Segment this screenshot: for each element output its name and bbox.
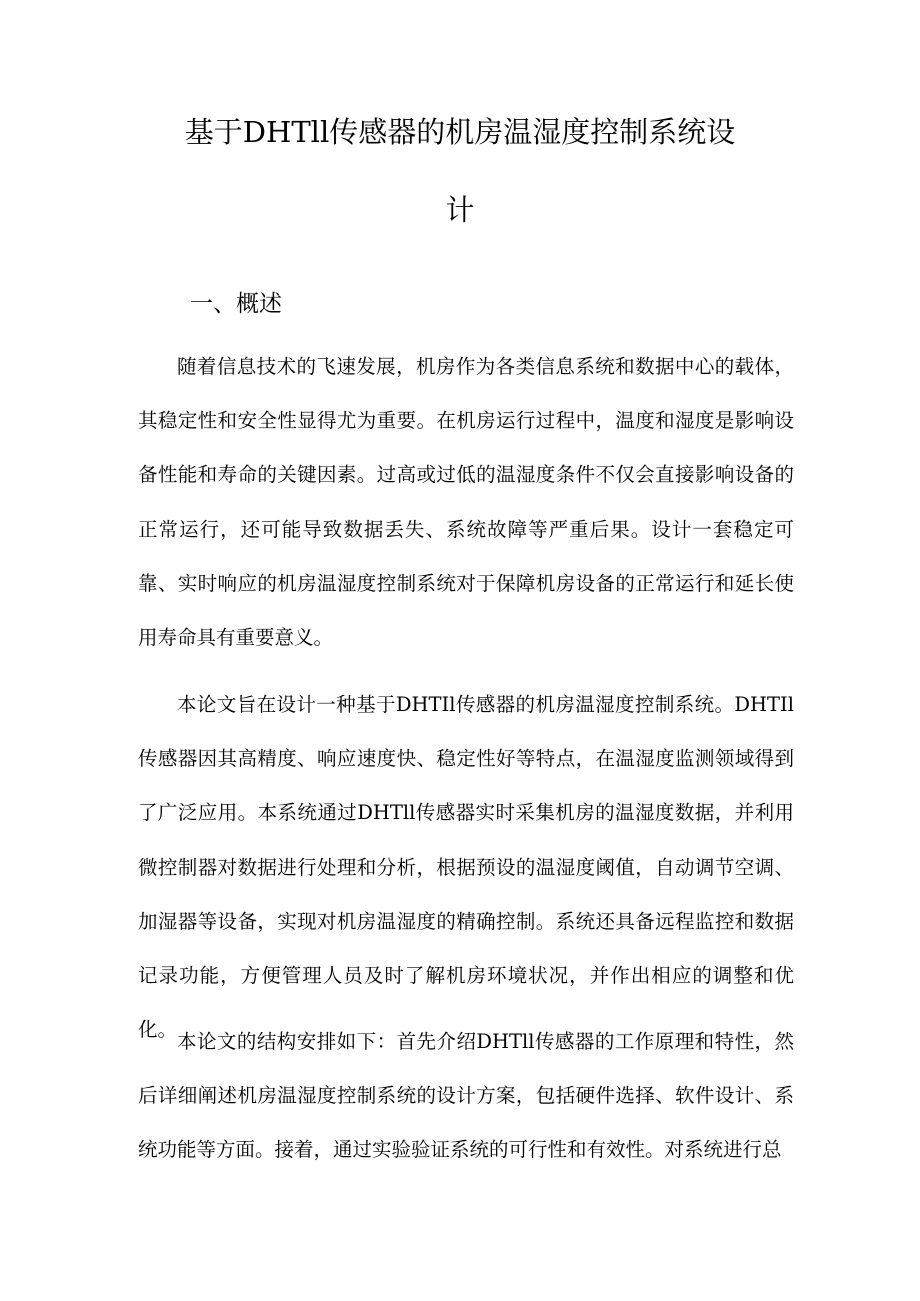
- section-heading-overview: 一、概述: [190, 291, 282, 317]
- paragraph-intro: 随着信息技术的飞速发展，机房作为各类信息系统和数据中心的载体，其稳定性和安全性显得尤为重要。在机房运行过程中，温度和湿度是影响设备性能和寿命的关键因素。过高或过低的温湿度条件不仅会直接影响设备的正常运行，还可能导致数据丢失、系统故障等严重后果。设计一套稳定可靠、实时响应的机房温湿度控制系统对于保障机房设备的正常运行和延长使用寿命具有重要意义。: [138, 355, 794, 650]
- paragraph-purpose: 本论文旨在设计一种基于DHTIl传感器的机房温湿度控制系统。DHTIl传感器因其高精度、响应速度快、稳定性好等特点，在温湿度监测领域得到了广泛应用。本系统通过DHTll传感器实时采集机房的温湿度数据，并利用微控制器对数据进行处理和分析，根据预设的温湿度阈值，自动调节空调、加湿器等设备，实现对机房温湿度的精确控制。系统还具备远程监控和数据记录功能，方便管理人员及时了解机房环境状况，并作出相应的调整和优化。: [138, 693, 794, 1042]
- document-title-line-1: 基于DHTll传感器的机房温湿度控制系统设: [184, 115, 736, 149]
- document-title-line-2: 计: [445, 193, 475, 227]
- paragraph-structure: 本论文的结构安排如下：首先介绍DHTll传感器的工作原理和特性，然后详细阐述机房温湿度控制系统的设计方案，包括硬件选择、软件设计、系统功能等方面。接着，通过实验验证系统的可行性和有效性。对系统进行总: [138, 1030, 794, 1162]
